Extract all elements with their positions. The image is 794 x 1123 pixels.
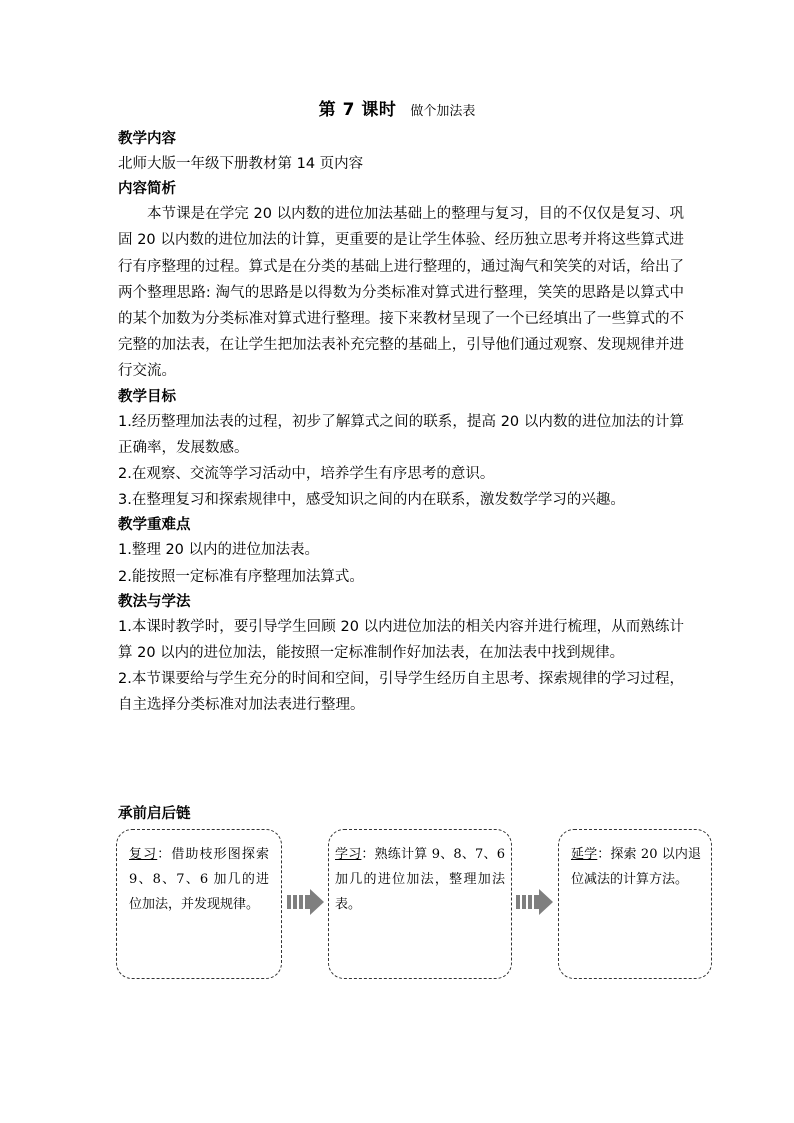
- teaching-goal-item: 1.经历整理加法表的过程，初步了解算式之间的联系，提高 20 以内数的进位加法的计算正确率，发展数感。: [118, 413, 684, 456]
- content-analysis-text: 本节课是在学完 20 以内数的进位加法基础上的整理与复习，目的不仅仅是复习、巩固 20 以内数的进位加法的计算，更重要的是让学生体验、经历独立思考并将这些算式进行有序整理的过程。算式是在分类的基础上进行整理的，通过淘气和笑笑的对话，给出了两个整理思路: 淘气的思路是以得数为分类标准对算式进行整理，笑笑的思路是以算式中的某个加数为分类标准对算式进行整理。接下来教材呈现了一个已经填出了一些算式的不完整的加法表，在让学生把加法表补充完整的基础上，引导他们通过观察、发现规律并进行交流。: [118, 206, 684, 380]
- review-label: 复习: [129, 847, 158, 862]
- teaching-content-heading: 教学内容: [118, 131, 176, 147]
- learning-label: 学习: [335, 847, 362, 862]
- key-point-item: 2.能按照一定标准有序整理加法算式。: [118, 568, 364, 585]
- extension-label: 延学: [571, 847, 598, 862]
- methods-heading: 教法与学法: [118, 593, 191, 610]
- right-arrow-icon: [516, 889, 554, 915]
- page-title: [0, 98, 794, 124]
- key-point-item: 1.整理 20 以内的进位加法表。: [118, 542, 320, 559]
- extension-text: ：探索 20 以内退位减法的计算方法。: [571, 847, 701, 887]
- teaching-content-text: 北师大版一年级下册教材第 14 页内容: [118, 156, 364, 172]
- learning-box: [328, 829, 512, 979]
- teaching-goal-item: 3.在整理复习和探索规律中，感受知识之间的内在联系，激发数学学习的兴趣。: [118, 492, 625, 509]
- lesson-plan-body: [118, 127, 684, 719]
- learning-text: ：熟练计算 9、8、7、6 加几的进位加法，整理加法表。: [335, 847, 505, 912]
- chain-title: 承前启后链: [118, 806, 191, 822]
- lesson-name: 做个加法表: [410, 104, 476, 119]
- teaching-goal-item: 2.在观察、交流等学习活动中，培养学生有序思考的意识。: [118, 466, 495, 483]
- method-item: 2.本节课要给与学生充分的时间和空间，引导学生经历自主思考、探索规律的学习过程，自主选择分类标准对加法表进行整理。: [118, 671, 684, 714]
- method-item: 1.本课时教学时，要引导学生回顾 20 以内进位加法的相关内容并进行梳理，从而熟练计算 20 以内的进位加法，能按照一定标准制作好加法表，在加法表中找到规律。: [118, 618, 684, 662]
- content-analysis-heading: 内容简析: [118, 181, 176, 198]
- review-text: ：借助枝形图探索 9、8、7、6 加几的进位加法，并发现规律。: [129, 847, 269, 912]
- right-arrow-icon: [287, 889, 325, 915]
- review-box: [116, 829, 282, 979]
- key-points-heading: 教学重难点: [118, 517, 191, 534]
- lesson-number: 第 7 课时: [318, 100, 397, 120]
- extension-box: [558, 829, 712, 979]
- teaching-goals-heading: 教学目标: [118, 388, 176, 405]
